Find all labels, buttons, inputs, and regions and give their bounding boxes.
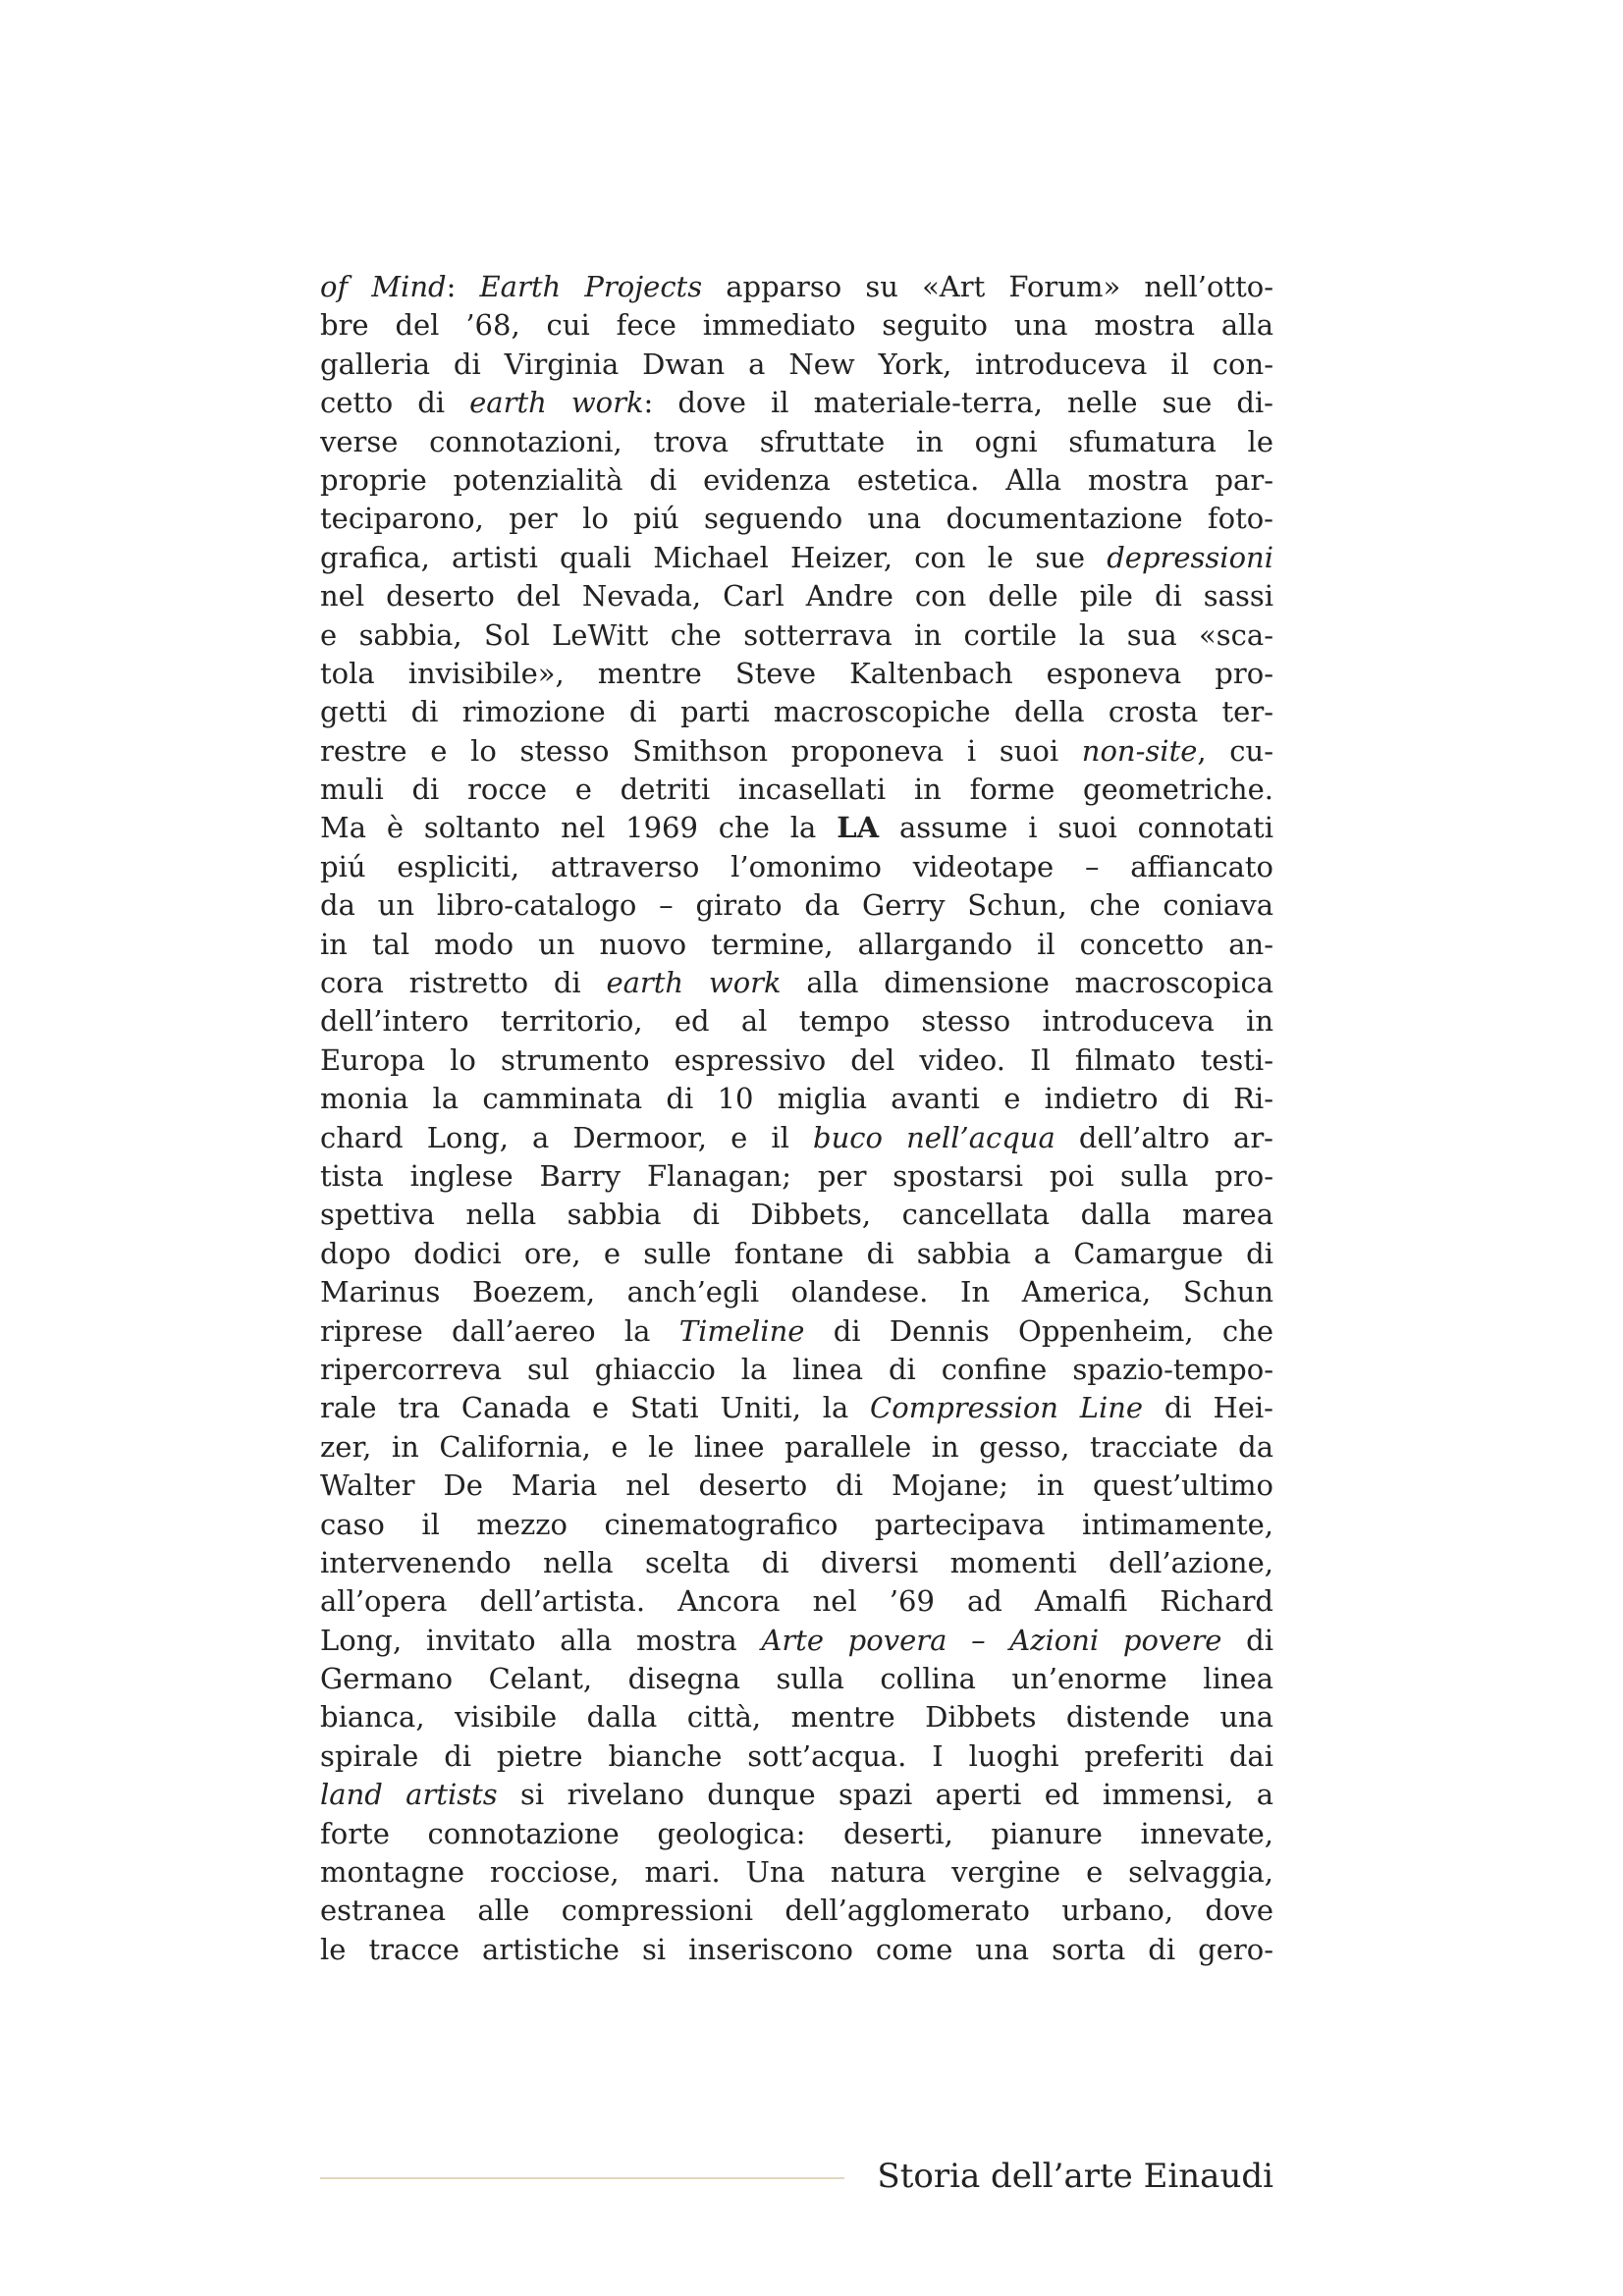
text-run: forte connotazione geologica: deserti, pianure innevate,	[320, 1816, 1273, 1850]
text-line	[320, 1119, 1273, 1157]
text-run: galleria di Virginia Dwan a New York, introduceva il con-	[320, 347, 1273, 381]
text-run: proprie potenzialità di evidenza estetica. Alla mostra par-	[320, 462, 1273, 497]
text-run: spettiva nella sabbia di Dibbets, cancellata dalla marea	[320, 1198, 1273, 1232]
text-line	[320, 732, 1273, 771]
italic-text: earth work	[606, 966, 782, 1000]
italic-text: Compression Line	[870, 1391, 1144, 1425]
text-line	[320, 848, 1273, 886]
text-run: caso il mezzo cinematografico partecipava intimamente,	[320, 1507, 1273, 1541]
text-line	[320, 1196, 1273, 1234]
text-run: spirale di pietre bianche sott’acqua. I luoghi preferiti dai	[320, 1738, 1273, 1773]
text-line	[320, 1428, 1273, 1467]
text-line	[320, 1622, 1273, 1660]
text-run: dopo dodici ore, e sulle fontane di sabbia a Camargue di	[320, 1236, 1273, 1270]
text-line	[320, 1312, 1273, 1351]
text-run: zer, in California, e le linee parallele in gesso, tracciate da	[320, 1429, 1273, 1464]
text-run: Ma è soltanto nel 1969 che la	[320, 811, 838, 845]
text-line	[320, 693, 1273, 731]
text-run: Marinus Boezem, anch’egli olandese. In America, Schun	[320, 1275, 1273, 1309]
text-line	[320, 423, 1273, 461]
text-line	[320, 346, 1273, 384]
italic-text: land artists	[320, 1778, 498, 1812]
text-line	[320, 616, 1273, 655]
text-run: in tal modo un nuovo termine, allargando il concetto an-	[320, 927, 1273, 961]
text-line	[320, 500, 1273, 538]
text-run: di	[1221, 1623, 1273, 1657]
text-run: di Dennis Oppenheim, che	[804, 1313, 1273, 1348]
text-run: cetto di	[320, 386, 470, 420]
text-line	[320, 306, 1273, 345]
text-line	[320, 1931, 1273, 1969]
italic-text: of Mind	[320, 270, 447, 303]
text-line	[320, 1002, 1273, 1041]
text-run: tola invisibile», mentre Steve Kaltenbach esponeva pro-	[320, 656, 1273, 690]
text-line	[320, 1080, 1273, 1118]
text-run: Europa lo strumento espressivo del video. Il filmato testi-	[320, 1042, 1273, 1077]
text-run: intervenendo nella scelta di diversi momenti dell’azione,	[320, 1545, 1273, 1579]
text-run: cora ristretto di	[320, 966, 607, 1000]
italic-text: earth work	[469, 386, 644, 420]
text-run: alla dimensione macroscopica	[781, 966, 1273, 1000]
text-run: bre del ’68, cui fece immediato seguito una mostra alla	[320, 308, 1273, 343]
text-run: Germano Celant, disegna sulla collina un’enorme linea	[320, 1662, 1273, 1696]
text-run: teciparono, per lo piú seguendo una documentazione foto-	[320, 502, 1273, 536]
text-run: grafica, artisti quali Michael Heizer, con le sue	[320, 540, 1108, 574]
text-run: rale tra Canada e Stati Uniti, la	[320, 1391, 871, 1425]
text-run: di Hei-	[1143, 1391, 1273, 1425]
bold-text: LA	[837, 811, 880, 845]
italic-text: non-site	[1081, 733, 1198, 768]
text-run: si rivelano dunque spazi aperti ed immensi, a	[497, 1778, 1273, 1812]
text-line	[320, 1157, 1273, 1196]
text-line	[320, 1853, 1273, 1892]
text-run: estranea alle compressioni dell’agglomerato urbano, dove	[320, 1894, 1273, 1928]
text-line	[320, 1351, 1273, 1389]
text-line	[320, 926, 1273, 964]
body-text	[320, 268, 1273, 1969]
text-run: assume i suoi connotati	[879, 811, 1273, 845]
text-run: riprese dall’aereo la	[320, 1313, 679, 1348]
text-run: muli di rocce e detriti incasellati in forme geometriche.	[320, 773, 1273, 807]
text-line	[320, 1776, 1273, 1814]
text-run: e sabbia, Sol LeWitt che sotterrava in cortile la sua «sca-	[320, 617, 1273, 652]
italic-text: Earth Projects	[479, 270, 703, 303]
text-run: verse connotazioni, trova sfruttate in ogni sfumatura le	[320, 424, 1273, 458]
text-line	[320, 1698, 1273, 1736]
text-line	[320, 268, 1273, 306]
text-run: bianca, visibile dalla città, mentre Dibbets distende una	[320, 1700, 1273, 1735]
text-line	[320, 1389, 1273, 1427]
text-run: chard Long, a Dermoor, e il	[320, 1120, 814, 1154]
text-line	[320, 1235, 1273, 1273]
text-line	[320, 771, 1273, 809]
text-line	[320, 539, 1273, 577]
italic-text: Arte povera – Azioni povere	[761, 1623, 1222, 1657]
text-run: Long, invitato alla mostra	[320, 1623, 762, 1657]
text-line	[320, 1041, 1273, 1080]
text-run: monia la camminata di 10 miglia avanti e indietro di Ri-	[320, 1082, 1273, 1116]
text-line	[320, 1506, 1273, 1544]
text-run: montagne rocciose, mari. Una natura vergine e selvaggia,	[320, 1855, 1273, 1890]
text-line	[320, 1273, 1273, 1311]
text-line	[320, 1815, 1273, 1853]
text-line	[320, 577, 1273, 615]
text-run: apparso su «Art Forum» nell’otto-	[702, 270, 1273, 303]
text-line	[320, 886, 1273, 925]
text-run: dell’altro ar-	[1055, 1120, 1273, 1154]
italic-text: buco nell’acqua	[813, 1120, 1055, 1154]
text-line	[320, 1467, 1273, 1505]
text-run: le tracce artistiche si inseriscono come una sorta di gero-	[320, 1932, 1273, 1966]
text-run: , cu-	[1197, 733, 1273, 768]
text-line	[320, 1582, 1273, 1621]
text-line	[320, 461, 1273, 500]
text-run: dell’intero territorio, ed al tempo stesso introduceva in	[320, 1004, 1273, 1039]
text-run: getti di rimozione di parti macroscopiche della crosta ter-	[320, 695, 1273, 729]
text-run: nel deserto del Nevada, Carl Andre con delle pile di sassi	[320, 579, 1273, 614]
text-run: Walter De Maria nel deserto di Mojane; in quest’ultimo	[320, 1468, 1273, 1503]
italic-text: depressioni	[1107, 540, 1273, 574]
text-line	[320, 964, 1273, 1002]
footer-publisher-line: Storia dell’arte Einaudi	[877, 2157, 1273, 2196]
text-line	[320, 809, 1273, 847]
text-line	[320, 1892, 1273, 1930]
text-run: tista inglese Barry Flanagan; per spostarsi poi sulla pro-	[320, 1158, 1273, 1193]
text-line	[320, 384, 1273, 422]
text-line	[320, 1660, 1273, 1698]
text-run: da un libro-catalogo – girato da Gerry Schun, che coniava	[320, 888, 1273, 923]
text-run: piú espliciti, attraverso l’omonimo videotape – affiancato	[320, 849, 1273, 883]
text-run: : dove il materiale-terra, nelle sue di-	[643, 386, 1273, 420]
text-run: :	[446, 270, 480, 303]
italic-text: Timeline	[678, 1313, 805, 1348]
text-line	[320, 655, 1273, 693]
footer-rule	[320, 2177, 844, 2179]
text-line	[320, 1544, 1273, 1582]
text-line	[320, 1737, 1273, 1776]
text-run: ripercorreva sul ghiaccio la linea di confine spazio-tempo-	[320, 1352, 1273, 1386]
text-run: restre e lo stesso Smithson proponeva i suoi	[320, 733, 1082, 768]
text-run: all’opera dell’artista. Ancora nel ’69 ad Amalfi Richard	[320, 1584, 1273, 1619]
